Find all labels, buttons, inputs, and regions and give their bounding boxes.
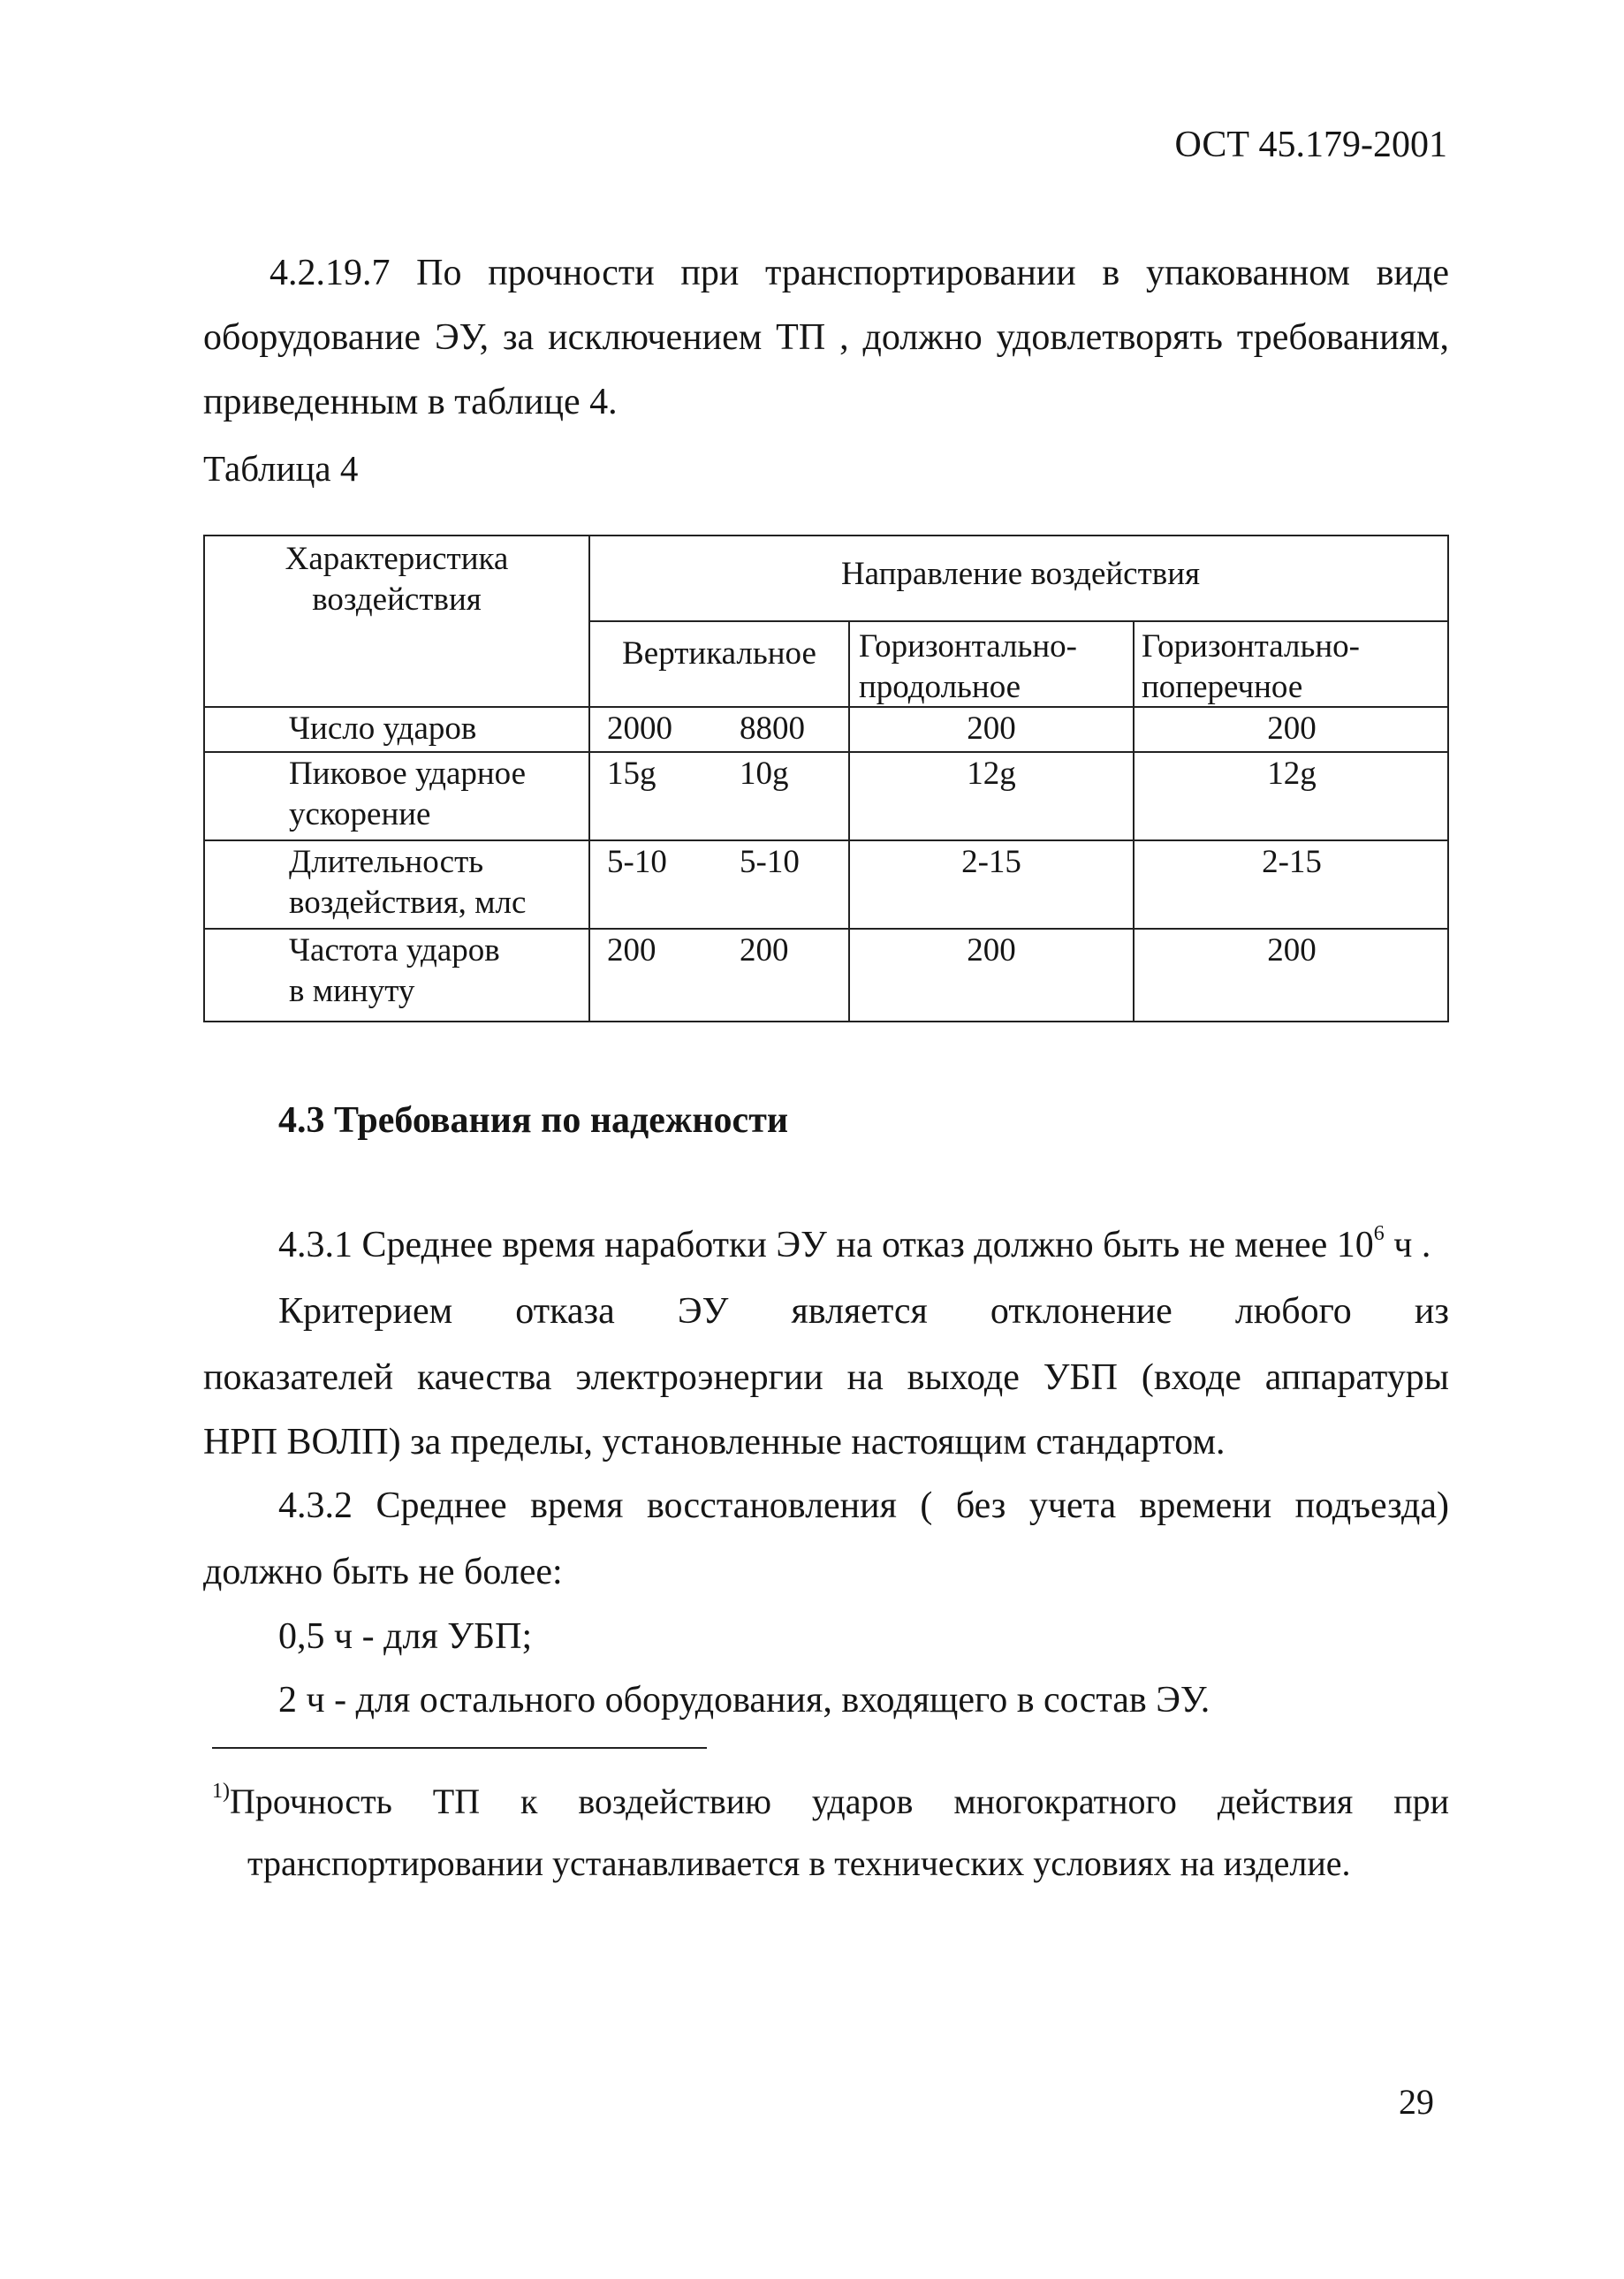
header-characteristic (205, 539, 588, 620)
paragraph-4-3-1-text: 4.3.1 Среднее время наработки ЭУ на отказ должно быть не менее 10 (278, 1225, 1374, 1265)
value-horizontal-longitudinal: 200 (967, 710, 1016, 747)
paragraph-4-3-2-line-2: должно быть не более: (203, 1552, 563, 1592)
table-hline (205, 928, 1447, 930)
table-hline (588, 620, 1447, 622)
header-characteristic-line1: Характеристика (285, 541, 509, 577)
page-number: 29 (1399, 2082, 1434, 2122)
row-label (289, 931, 500, 1012)
value-vertical-2: 10g (740, 756, 789, 792)
paragraph-4-3-1 (278, 1224, 1524, 1266)
row-label-line2: в минуту (289, 973, 415, 1009)
row-label-line1: Частота ударов (289, 932, 500, 969)
table-4 (203, 535, 1449, 1022)
list-item: 2 ч - для остального оборудования, входящего в состав ЭУ. (278, 1680, 1210, 1721)
footnote-text: Прочность ТП к воздействию ударов многократного действия при (230, 1781, 1449, 1821)
header-direction: Направление воздействия (840, 556, 1201, 592)
clause-line-3: приведенным в таблице 4. (203, 382, 618, 422)
footnote-line-2: транспортировании устанавливается в технических условиях на изделие. (247, 1843, 1351, 1883)
list-item: 0,5 ч - для УБП; (278, 1616, 533, 1657)
value-vertical-1: 200 (607, 932, 656, 969)
value-horizontal-longitudinal: 200 (967, 932, 1016, 969)
clause-line-2: оборудование ЭУ, за исключением ТП , должно удовлетворять требованиям, (203, 317, 1449, 358)
value-vertical-2: 8800 (740, 710, 805, 747)
row-label-line1: Длительность (289, 844, 484, 880)
header-vertical: Вертикальное (622, 635, 816, 672)
value-vertical-1: 2000 (607, 710, 672, 747)
value-horizontal-transverse: 12g (1267, 756, 1317, 792)
row-label (289, 754, 526, 835)
value-horizontal-transverse: 200 (1267, 932, 1317, 969)
row-label-line2: воздействия, млс (289, 885, 527, 921)
value-vertical-1: 5-10 (607, 844, 667, 880)
clause-line-1: 4.2.19.7 По прочности при транспортировании в упакованном виде (269, 253, 1449, 293)
paragraph-4-3-2-line-1: 4.3.2 Среднее время восстановления ( без учета времени подъезда) (278, 1485, 1449, 1526)
header-horizontal-longitudinal-line2: продольное (859, 669, 1021, 705)
section-title: 4.3 Требования по надежности (278, 1100, 789, 1141)
row-label-line2: ускорение (289, 796, 431, 832)
value-vertical-1: 15g (607, 756, 656, 792)
unit: ч . (1384, 1225, 1431, 1265)
footnote-marker: 1) (212, 1779, 230, 1803)
document-code: ОСТ 45.179-2001 (1174, 125, 1447, 165)
criterion-line-1: Критерием отказа ЭУ является отклонение любого из (278, 1291, 1449, 1332)
exponent: 6 (1373, 1222, 1385, 1245)
criterion-line-3: НРП ВОЛП) за пределы, установленные настоящим стандартом. (203, 1422, 1226, 1462)
table-hline (205, 751, 1447, 753)
footnote-separator (212, 1747, 707, 1749)
value-horizontal-transverse: 2-15 (1262, 844, 1322, 880)
value-vertical-2: 200 (740, 932, 789, 969)
header-horizontal-transverse (1142, 627, 1442, 708)
value-horizontal-transverse: 200 (1267, 710, 1317, 747)
value-horizontal-longitudinal: 2-15 (961, 844, 1021, 880)
table-caption: Таблица 4 (203, 448, 359, 489)
value-vertical-2: 5-10 (740, 844, 800, 880)
header-horizontal-longitudinal-line1: Горизонтально- (859, 628, 1077, 665)
table-vline (588, 536, 590, 1021)
row-label-line1: Пиковое ударное (289, 756, 527, 792)
header-horizontal-transverse-line1: Горизонтально- (1142, 628, 1360, 665)
table-hline (205, 839, 1447, 841)
row-label (289, 842, 526, 923)
criterion-line-2: показателей качества электроэнергии на выходе УБП (входе аппаратуры (203, 1357, 1449, 1398)
value-horizontal-longitudinal: 12g (967, 756, 1016, 792)
row-label: Число ударов (289, 710, 477, 747)
header-horizontal-transverse-line2: поперечное (1142, 669, 1303, 705)
footnote-line-1 (212, 1781, 1449, 1822)
header-characteristic-line2: воздействия (312, 581, 482, 618)
header-horizontal-longitudinal (859, 627, 1124, 708)
